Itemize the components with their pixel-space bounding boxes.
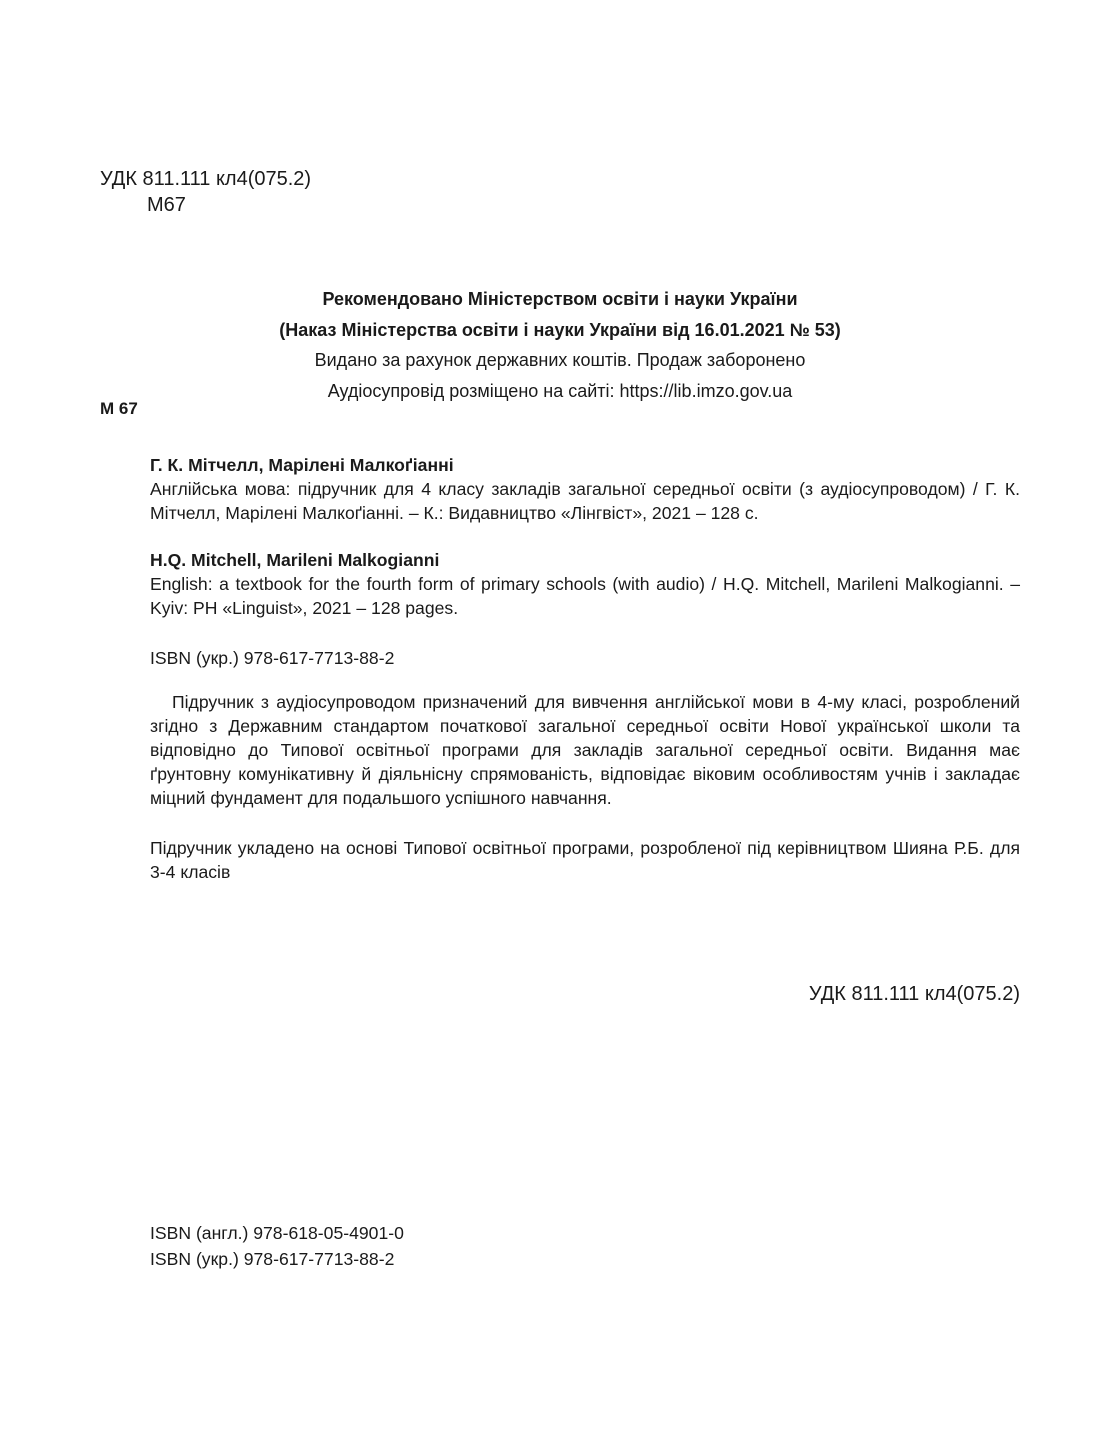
- ukrainian-bibliographic-entry: [150, 453, 1020, 525]
- isbn-ukr: ISBN (укр.) 978-617-7713-88-2: [150, 1249, 395, 1269]
- udk-classification-bottom: УДК 811.111 кл4(075.2): [808, 983, 1020, 1005]
- english-authors: H.Q. Mitchell, Marileni Malkogianni: [150, 550, 440, 570]
- author-mark: М67: [147, 194, 186, 216]
- isbn-list: [150, 1220, 404, 1272]
- program-note: Підручник укладено на основі Типової освітньої програми, розробленої під керівництвом Шияна Р.Б. для 3-4 класів: [150, 838, 1020, 882]
- recommendation-line-4: Аудіосупровід розміщено на сайті: https://lib.imzo.gov.ua: [327, 381, 793, 401]
- udk-code: УДК 811.111 кл4(075.2): [100, 168, 312, 190]
- english-bibliographic-entry: [150, 548, 1020, 620]
- side-author-mark: М 67: [100, 399, 138, 418]
- recommendation-line-2: (Наказ Міністерства освіти і науки України від 16.01.2021 № 53): [279, 320, 841, 340]
- recommendation-line-1: Рекомендовано Міністерством освіти і науки України: [322, 289, 798, 309]
- udk-classification-top: [100, 166, 311, 218]
- ukrainian-authors: Г. К. Мітчелл, Марілені Малкоґіанні: [150, 455, 454, 475]
- isbn-ukr-top: ISBN (укр.) 978-617-7713-88-2: [150, 648, 395, 668]
- ukrainian-description: Англійська мова: підручник для 4 класу закладів загальної середньої освіти (з аудіосупроводом) / Г. К. Мітчелл, Марілені Малкоґіанні. – К.: Видавництво «Лінгвіст», 2021 – 128 с.: [150, 479, 1020, 523]
- abstract-paragraph: Підручник з аудіосупроводом призначений для вивчення англійської мови в 4-му класі, розроблений згідно з Державним стандартом початкової загальної середньої освіти Нової української школи та відповідно до Типової освітньої програми для закладів загальної середньої освіти. Видання має ґрунтовну комунікативну й діяльнісну спрямованість, відповідає віковим особливостям учнів і закладає міцний фундамент для подальшого успішного навчання.: [150, 692, 1020, 808]
- english-description: English: a textbook for the fourth form of primary schools (with audio) / H.Q. Mitchell, Marileni Malkogianni. – Kyiv: PH «Linguist», 2021 – 128 pages.: [150, 574, 1020, 618]
- recommendation-line-3: Видано за рахунок державних коштів. Продаж заборонено: [314, 350, 806, 370]
- isbn-eng: ISBN (англ.) 978-618-05-4901-0: [150, 1223, 404, 1243]
